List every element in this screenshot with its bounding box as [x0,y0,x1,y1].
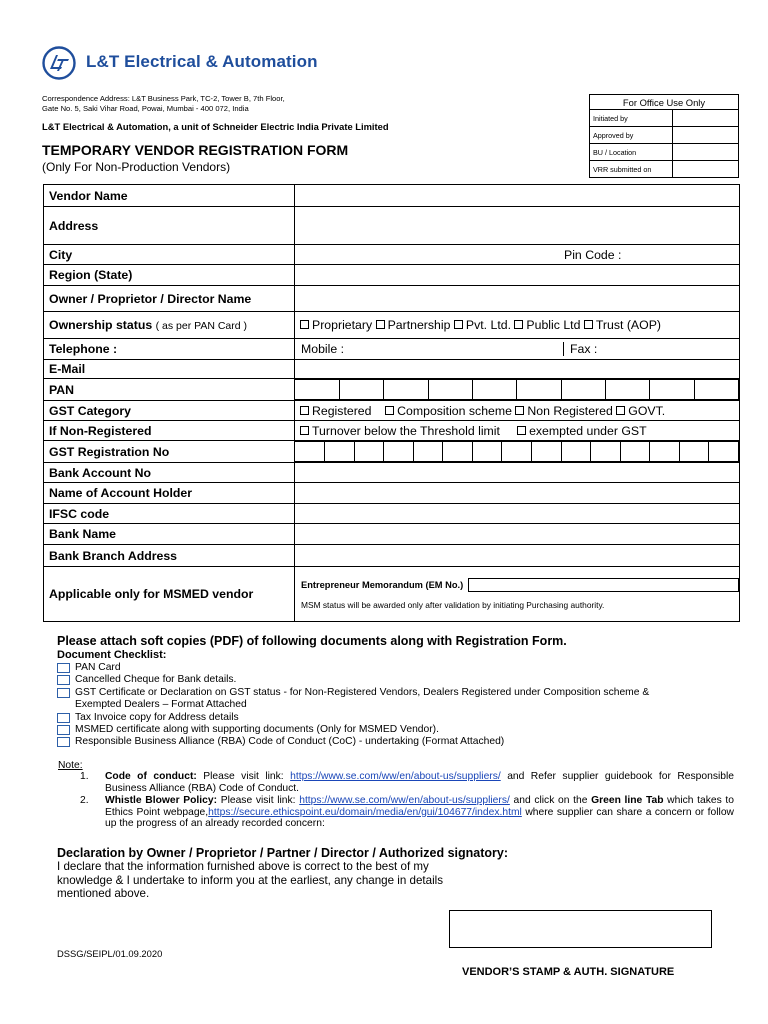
pin-code-label: Pin Code : [564,247,622,262]
form-title: TEMPORARY VENDOR REGISTRATION FORM [42,142,349,158]
note-text: Please visit link: [203,771,284,782]
list-item-continuation [57,699,717,711]
region-label: Region (State) [44,265,295,286]
office-use-heading: For Office Use Only [590,95,739,110]
declaration-text [57,860,497,901]
pan-char-box[interactable] [295,380,339,400]
checklist-label: Cancelled Cheque for Bank details. [75,674,237,686]
checkbox-turnover[interactable] [300,426,309,435]
bank-account-field[interactable] [295,463,740,483]
pan-char-box[interactable] [517,380,561,400]
bank-branch-field[interactable] [295,545,740,567]
checklist-label: MSMED certificate along with supporting documents (Only for MSMED Vendor). [75,724,439,736]
ifsc-label: IFSC code [44,504,295,524]
note-item [80,795,734,830]
note-number: 2. [80,795,89,807]
note-text: and Refer supplier guidebook for Responsible Business Alliance (RBA) Code of Conduct. [105,771,735,794]
checkbox-pvt-ltd[interactable] [454,320,463,329]
region-field[interactable] [295,265,740,286]
option-label: exempted under GST [529,423,647,438]
ownership-status-text: Ownership status [49,318,153,332]
gst-category-label: GST Category [44,401,295,421]
vendor-name-label: Vendor Name [44,185,295,207]
se-suppliers-link[interactable]: https://www.se.com/ww/en/about-us/suppliers/ [290,771,501,782]
non-registered-options [295,421,740,441]
pan-char-box[interactable] [650,380,694,400]
address-label: Address [44,207,295,245]
list-item [57,662,717,674]
option-label: Composition scheme [397,403,512,418]
ethicspoint-link[interactable]: https://secure.ethicspoint.eu/domain/media/en/gui/104677/index.html [208,806,522,818]
gst-char-grid [295,441,739,462]
ifsc-field[interactable] [295,504,740,524]
note-text: which takes to Ethics Point webpage, [105,795,734,818]
option-label: Pvt. Ltd. [465,318,511,332]
se-suppliers-link[interactable]: https://www.se.com/ww/en/about-us/suppliers/ [299,795,510,807]
account-holder-field[interactable] [295,483,740,504]
gst-char-box[interactable] [443,442,473,462]
company-unit-line: L&T Electrical & Automation, a unit of Schneider Electric India Private Limited [42,121,389,132]
email-label: E-Mail [44,360,295,379]
note-bold: Code of conduct: [105,771,197,782]
gst-char-box[interactable] [472,442,502,462]
correspondence-address [42,94,285,114]
msm-note: MSM status will be awarded only after validation by initiating Purchasing authority. [301,600,605,610]
gst-char-box[interactable] [502,442,532,462]
checklist-label: Responsible Business Alliance (RBA) Code of Conduct (CoC) - undertaking (Format Attached) [75,736,505,748]
checkbox-non-registered[interactable] [515,406,524,415]
note-text: Please visit link: [220,795,296,807]
gst-char-box[interactable] [354,442,384,462]
option-label: Trust (AOP) [595,318,661,332]
declaration-line: I declare that the information furnished above is correct to the best of my [57,860,429,873]
checklist-title: Document Checklist: [57,649,167,661]
ownership-status-label [44,312,295,339]
pan-char-box[interactable] [694,380,738,400]
vrr-submitted-field[interactable] [673,161,739,178]
document-code: DSSG/SEIPL/01.09.2020 [57,948,163,959]
gst-char-box[interactable] [561,442,591,462]
office-row-label: Initiated by [590,110,673,127]
msmed-section [295,567,740,622]
declaration-line: mentioned above. [57,887,150,901]
gst-reg-no-label: GST Registration No [44,441,295,463]
bank-name-field[interactable] [295,524,740,545]
checklist-label: Exempted Dealers – Format Attached [75,699,247,711]
gst-char-box[interactable] [620,442,650,462]
ownership-options [295,312,740,339]
office-row-label: BU / Location [590,144,673,161]
gst-char-box[interactable] [325,442,355,462]
option-label: Registered [312,403,372,418]
pan-char-box[interactable] [384,380,428,400]
note-bold: Green line Tab [591,795,664,807]
initiated-by-field[interactable] [673,110,739,127]
gst-category-options [295,401,740,421]
gst-char-box[interactable] [650,442,680,462]
checkbox-tax-invoice[interactable] [57,713,70,723]
note-item [80,771,734,794]
note-bold: Whistle Blower Policy: [105,795,218,807]
checkbox-proprietary[interactable] [300,320,309,329]
declaration-title: Declaration by Owner / Proprietor / Partner / Director / Authorized signatory: [57,846,509,860]
bank-name-label: Bank Name [44,524,295,545]
checklist-label: GST Certificate or Declaration on GST status - for Non-Registered Vendors, Dealers Registered under Composition scheme & [75,686,650,698]
ownership-note: ( as per PAN Card ) [155,320,248,332]
non-registered-label: If Non-Registered [44,421,295,441]
option-label: Partnership [387,318,451,332]
form-subtitle: (Only For Non-Production Vendors) [42,160,231,174]
gst-char-box[interactable] [384,442,414,462]
checklist-label: Tax Invoice copy for Address details [75,711,239,723]
checkbox-trust[interactable] [584,320,593,329]
checkbox-partnership[interactable] [376,320,385,329]
option-label: Public Ltd [526,318,581,332]
checkbox-gst-certificate[interactable] [57,688,70,698]
pan-label: PAN [44,379,295,401]
pan-field[interactable] [295,379,740,401]
account-holder-label: Name of Account Holder [44,483,295,504]
option-label: Proprietary [312,318,373,332]
option-label: GOVT. [628,403,666,418]
option-label: Non Registered [527,403,613,418]
lt-logo-icon [42,46,76,80]
list-item [57,687,717,699]
city-label: City [44,245,295,265]
checkbox-public-ltd[interactable] [514,320,523,329]
gst-char-box[interactable] [413,442,443,462]
pan-char-box[interactable] [561,380,605,400]
checkbox-govt[interactable] [616,406,625,415]
bank-branch-label: Bank Branch Address [44,545,295,567]
gst-char-box[interactable] [295,442,325,462]
gst-char-box[interactable] [532,442,562,462]
msmed-label: Applicable only for MSMED vendor [44,567,295,622]
list-item [57,712,717,724]
pan-char-box[interactable] [339,380,383,400]
office-row-label: Approved by [590,127,673,144]
bank-account-label: Bank Account No [44,463,295,483]
list-item [57,674,717,686]
owner-field[interactable] [295,286,740,312]
owner-label: Owner / Proprietor / Director Name [44,286,295,312]
checkbox-msmed-certificate[interactable] [57,725,70,735]
em-label: Entrepreneur Memorandum (EM No.) [301,580,464,590]
note-text: where supplier can share a concern or follow up the progress of an already recorded concern: [105,806,734,830]
approved-by-field[interactable] [673,127,739,144]
pan-char-grid [295,379,739,400]
checkbox-rba-coc[interactable] [57,737,70,747]
telephone-label: Telephone : [44,339,295,360]
note-number: 1. [80,771,89,782]
checklist-label: PAN Card [75,662,121,673]
email-field[interactable] [295,360,740,379]
office-use-box [589,94,739,178]
checkbox-composition[interactable] [385,406,394,415]
checkbox-registered[interactable] [300,406,309,415]
document-checklist [57,662,717,749]
checkbox-pan-card[interactable] [57,663,70,673]
documents-title: Please attach soft copies (PDF) of following documents along with Registration Form. [57,634,567,648]
checkbox-cancelled-cheque[interactable] [57,675,70,685]
option-label: Turnover below the Threshold limit [312,423,500,438]
gst-char-box[interactable] [679,442,709,462]
checkbox-exempted[interactable] [517,426,526,435]
note-text: and click on the [513,795,588,807]
note-heading: Note: [58,760,83,771]
declaration-line: knowledge & I undertake to inform you at the earliest, any change in details [57,873,444,887]
notes-list [80,771,734,831]
address-line-2: Gate No. 5, Saki Vihar Road, Powai, Mumbai - 400 072, India [42,104,249,113]
list-item [57,736,717,748]
gst-char-box[interactable] [709,442,739,462]
em-number-field[interactable] [468,578,739,592]
pan-char-box[interactable] [605,380,649,400]
signature-label: VENDOR’S STAMP & AUTH. SIGNATURE [462,966,675,978]
brand-name: L&T Electrical & Automation [86,52,318,71]
pan-char-box[interactable] [428,380,472,400]
gst-char-box[interactable] [591,442,621,462]
office-row-label: VRR submitted on [590,161,673,178]
vendor-form-table [43,184,740,622]
bu-location-field[interactable] [673,144,739,161]
gst-reg-no-field[interactable] [295,441,740,463]
signature-box[interactable] [449,910,712,948]
mobile-label: Mobile : [295,342,564,356]
vendor-name-field[interactable] [295,185,740,207]
pan-char-box[interactable] [472,380,516,400]
fax-label: Fax : [570,342,598,356]
address-line-1: Correspondence Address: L&T Business Park, TC-2, Tower B, 7th Floor, [42,94,285,103]
address-field[interactable] [295,207,740,245]
list-item [57,724,717,736]
